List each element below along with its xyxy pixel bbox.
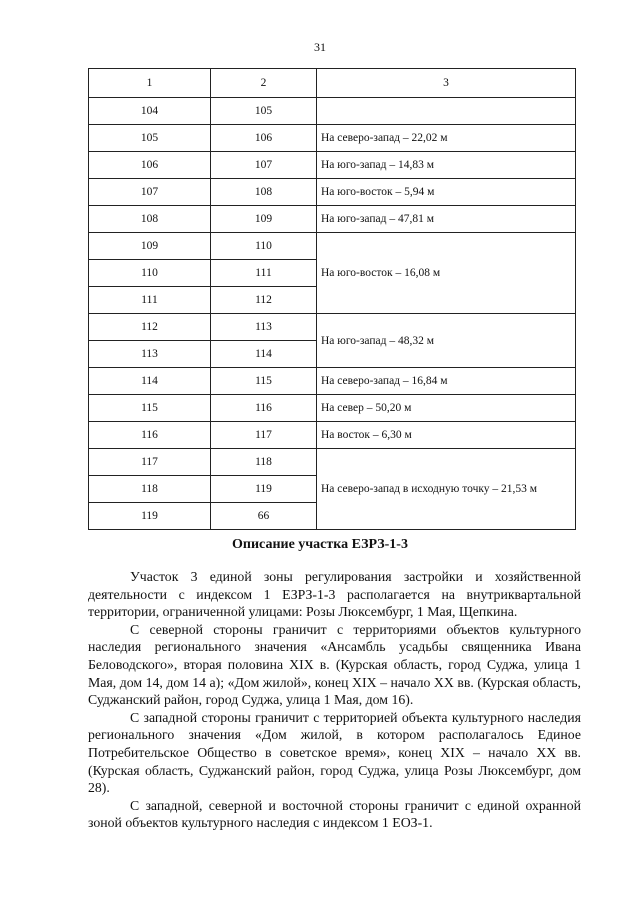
table-row [89,206,576,233]
table-row [89,152,576,179]
point-from: 104 [89,98,211,125]
table-row [89,314,576,341]
point-from: 118 [89,476,211,503]
paragraph: С западной, северной и восточной стороны граничит с единой охранной зоной объектов культурного наследия с индексом 1 ЕОЗ-1. [88,797,581,831]
table-row [89,233,576,260]
column-header: 1 [89,69,211,98]
point-to: 66 [211,503,317,530]
point-from: 105 [89,125,211,152]
direction-cell: На юго-восток – 5,94 м [317,179,576,206]
point-from: 110 [89,260,211,287]
point-from: 112 [89,314,211,341]
table-row [89,98,576,125]
table-row [89,368,576,395]
direction-cell: На восток – 6,30 м [317,422,576,449]
paragraph: С северной стороны граничит с территориями объектов культурного наследия регионального значения «Ансамбль усадьбы священника Ивана Беловодского», вторая половина XIX в. (Курская область, город Суджа, улица 1 Мая, дом 14, дом 14 а); «Дом жилой», конец XIX – начало XX вв. (Курская область, Суджанский район, город Суджа, улица 1 Мая, дом 16). [88,621,581,708]
point-from: 107 [89,179,211,206]
column-header: 3 [317,69,576,98]
direction-cell: На юго-запад – 48,32 м [317,314,576,368]
direction-cell [317,98,576,125]
table-row [89,179,576,206]
point-to: 115 [211,368,317,395]
point-to: 112 [211,287,317,314]
point-to: 110 [211,233,317,260]
point-to: 117 [211,422,317,449]
point-from: 115 [89,395,211,422]
point-from: 108 [89,206,211,233]
point-from: 116 [89,422,211,449]
paragraph: С западной стороны граничит с территорией объекта культурного наследия регионального значения «Дом жилой, в котором располагалось Единое Потребительское Общество в советское время», конец XIX – начало XX вв. (Курская область, Суджанский район, город Суджа, улица Розы Люксембург, дом 28). [88,709,581,796]
direction-cell: На северо-запад в исходную точку – 21,53 м [317,449,576,530]
table-row [89,422,576,449]
point-to: 111 [211,260,317,287]
point-from: 119 [89,503,211,530]
column-header: 2 [211,69,317,98]
point-to: 118 [211,449,317,476]
paragraph: Участок 3 единой зоны регулирования застройки и хозяйственной деятельности с индексом 1 ЕЗРЗ-1-3 располагается на внутриквартальной территории, ограниченной улицами: Розы Люксембург, 1 Мая, Щепкина. [88,569,581,620]
direction-cell: На юго-запад – 14,83 м [317,152,576,179]
section-title: Описание участка ЕЗРЗ-1-3 [232,537,408,552]
table-row [89,395,576,422]
point-to: 105 [211,98,317,125]
point-to: 114 [211,341,317,368]
table-row [89,125,576,152]
point-from: 109 [89,233,211,260]
direction-cell: На юго-запад – 47,81 м [317,206,576,233]
page-number: 31 [314,40,326,54]
point-to: 113 [211,314,317,341]
boundary-points-table [88,68,576,530]
point-to: 106 [211,125,317,152]
point-from: 117 [89,449,211,476]
table-header-row [89,69,576,98]
point-to: 119 [211,476,317,503]
point-from: 111 [89,287,211,314]
point-from: 113 [89,341,211,368]
section-body [88,568,581,832]
direction-cell: На северо-запад – 22,02 м [317,125,576,152]
direction-cell: На северо-запад – 16,84 м [317,368,576,395]
direction-cell: На юго-восток – 16,08 м [317,233,576,314]
point-to: 116 [211,395,317,422]
point-from: 106 [89,152,211,179]
table-row [89,449,576,476]
direction-cell: На север – 50,20 м [317,395,576,422]
point-to: 109 [211,206,317,233]
point-to: 107 [211,152,317,179]
point-from: 114 [89,368,211,395]
point-to: 108 [211,179,317,206]
